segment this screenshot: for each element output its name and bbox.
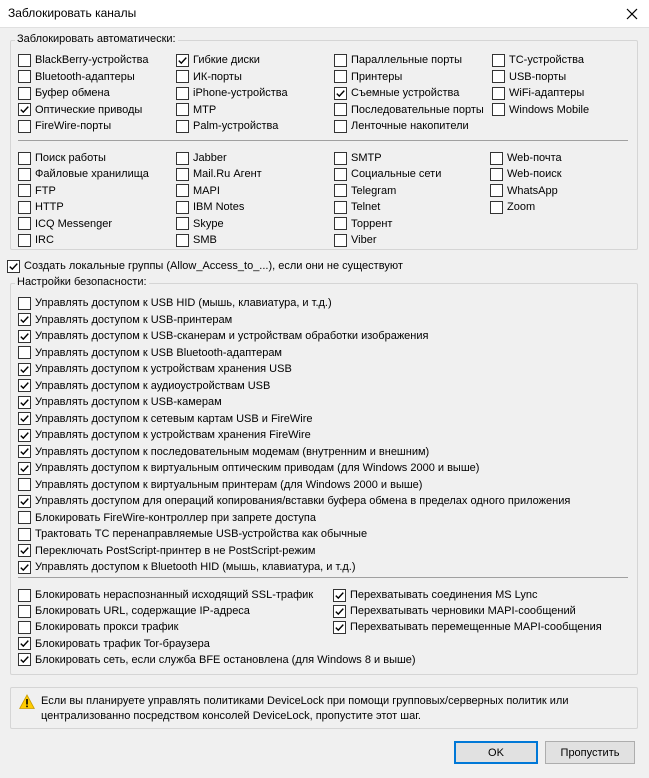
checkbox-checked[interactable] — [18, 396, 31, 409]
checkbox-label: Блокировать сеть, если служба BFE остановлена (для Windows 8 и выше) — [35, 653, 416, 666]
checkbox-checked[interactable] — [176, 54, 189, 67]
checkbox-unchecked[interactable] — [18, 168, 31, 181]
checkbox-checked[interactable] — [18, 429, 31, 442]
checkbox-unchecked[interactable] — [18, 605, 31, 618]
checkmark-icon — [335, 88, 346, 99]
checkmark-icon — [19, 364, 30, 375]
checkbox-label: Последовательные порты — [351, 103, 484, 116]
security-checkbox[interactable] — [18, 511, 316, 525]
checkmark-icon — [19, 496, 30, 507]
checkbox-label: Создать локальные группы (Allow_Access_to_...), если они не существуют — [24, 260, 403, 272]
protocol-checkbox[interactable] — [18, 151, 106, 165]
security-checkbox[interactable] — [18, 296, 332, 310]
checkbox-label: SMB — [193, 234, 217, 246]
checkbox-unchecked[interactable] — [18, 87, 31, 100]
protocol-checkbox[interactable] — [490, 184, 558, 198]
protocol-checkbox[interactable] — [176, 167, 262, 181]
checkbox-label: Bluetooth-адаптеры — [35, 70, 135, 83]
checkbox-label: Palm-устройства — [193, 120, 279, 132]
device-checkbox[interactable] — [18, 86, 110, 100]
checkbox-label: Управлять доступом к Bluetooth HID (мышь, клавиатура, и т.д.) — [35, 561, 356, 573]
device-checkbox[interactable] — [334, 119, 469, 133]
checkbox-label: Файловые хранилища — [35, 168, 149, 181]
checkbox-label: IBM Notes — [193, 201, 245, 214]
checkbox-unchecked[interactable] — [18, 511, 31, 524]
protocol-checkbox[interactable] — [334, 151, 382, 165]
checkbox-label: FTP — [35, 184, 56, 197]
checkmark-icon — [19, 331, 30, 342]
protocol-checkbox[interactable] — [176, 233, 217, 247]
checkbox-unchecked[interactable] — [490, 184, 503, 197]
checkbox-unchecked[interactable] — [490, 201, 503, 214]
window-title: Заблокировать каналы — [8, 6, 137, 20]
device-checkbox[interactable] — [334, 53, 462, 67]
checkbox-label: Съемные устройства — [351, 87, 460, 99]
checkbox-unchecked[interactable] — [18, 70, 31, 83]
info-text: Если вы планируете управлять политиками DeviceLock при помощи групповых/серверных политик или централизованно посредством консолей DeviceLock, пропустите этот шаг. — [41, 695, 569, 722]
checkbox-label: USB-порты — [509, 70, 567, 83]
checkbox-unchecked[interactable] — [18, 528, 31, 541]
checkbox-label: Буфер обмена — [35, 87, 110, 99]
checkbox-label: Mail.Ru Агент — [193, 168, 262, 181]
checkbox-checked[interactable] — [18, 544, 31, 557]
checkmark-icon — [19, 562, 30, 573]
checkbox-unchecked[interactable] — [176, 234, 189, 247]
checkbox-label: HTTP — [35, 201, 64, 214]
checkbox-label: WiFi-адаптеры — [509, 87, 585, 99]
skip-button-label: Пропустить — [560, 746, 620, 759]
checkbox-label: Перехватывать соединения MS Lync — [350, 589, 538, 601]
intercept-checkbox[interactable] — [333, 620, 602, 634]
checkmark-icon — [19, 380, 30, 391]
checkmark-icon — [19, 397, 30, 408]
device-checkbox[interactable] — [176, 86, 288, 100]
security-checkbox[interactable] — [18, 346, 282, 360]
checkbox-label: Переключать PostScript-принтер в не PostScript-режим — [35, 544, 316, 557]
checkbox-label: Ленточные накопители — [351, 120, 469, 132]
checkbox-checked[interactable] — [333, 621, 346, 634]
protocol-checkbox[interactable] — [490, 200, 535, 214]
checkbox-label: Zoom — [507, 201, 536, 214]
checkbox-label: ИК-порты — [193, 70, 242, 83]
info-panel — [10, 687, 638, 729]
device-checkbox[interactable] — [492, 86, 584, 100]
checkbox-label: ICQ Messenger — [35, 217, 113, 230]
close-button[interactable] — [615, 0, 649, 28]
protocol-checkbox[interactable] — [18, 184, 56, 198]
checkbox-unchecked[interactable] — [176, 184, 189, 197]
checkbox-unchecked[interactable] — [334, 168, 347, 181]
security-checkbox[interactable] — [18, 544, 315, 558]
checkbox-checked[interactable] — [18, 445, 31, 458]
device-checkbox[interactable] — [492, 70, 566, 84]
checkbox-unchecked[interactable] — [18, 297, 31, 310]
checkbox-label: Блокировать трафик Tor-браузера — [35, 637, 210, 650]
checkbox-checked[interactable] — [18, 103, 31, 116]
title-bar — [0, 0, 649, 28]
protocol-checkbox[interactable] — [334, 184, 396, 198]
checkbox-label: Управлять доступом к USB-камерам — [35, 396, 222, 408]
checkmark-icon — [8, 261, 19, 272]
checkbox-label: Управлять доступом к USB Bluetooth-адаптерам — [35, 346, 282, 359]
device-checkbox[interactable] — [492, 103, 589, 117]
checkbox-unchecked[interactable] — [176, 152, 189, 165]
checkbox-unchecked[interactable] — [18, 217, 31, 230]
checkbox-unchecked[interactable] — [176, 103, 189, 116]
checkbox-unchecked[interactable] — [18, 234, 31, 247]
checkbox-unchecked[interactable] — [18, 201, 31, 214]
checkbox-label: Параллельные порты — [351, 54, 463, 66]
checkbox-unchecked[interactable] — [490, 168, 503, 181]
checkbox-label: SMTP — [351, 152, 382, 164]
checkbox-unchecked[interactable] — [334, 120, 347, 133]
checkbox-checked[interactable] — [18, 363, 31, 376]
checkbox-unchecked[interactable] — [492, 70, 505, 83]
checkbox-label: Управлять доступом для операций копирования/вставки буфера обмена в пределах одного приложения — [35, 495, 571, 507]
checkbox-label: Оптические приводы — [35, 103, 143, 116]
ok-button[interactable] — [454, 741, 538, 764]
checkmark-icon — [334, 590, 345, 601]
checkbox-label: Управлять доступом к USB-сканерам и устройствам обработки изображения — [35, 330, 429, 342]
checkbox-label: Управлять доступом к сетевым картам USB и FireWire — [35, 412, 313, 425]
checkbox-unchecked[interactable] — [18, 184, 31, 197]
checkbox-label: MTP — [193, 103, 217, 116]
checkbox-label: MAPI — [193, 184, 220, 197]
checkbox-label: Управлять доступом к виртуальным оптическим приводам (для Windows 2000 и выше) — [35, 462, 480, 474]
checkbox-checked[interactable] — [18, 379, 31, 392]
checkbox-label: BlackBerry-устройства — [35, 54, 149, 66]
checkmark-icon — [19, 104, 30, 115]
security-separator — [18, 577, 628, 578]
protocol-checkbox[interactable] — [18, 167, 149, 181]
checkbox-checked[interactable] — [18, 637, 31, 650]
checkmark-icon — [19, 638, 30, 649]
checkbox-label: Блокировать FireWire-контроллер при запрете доступа — [35, 511, 316, 524]
checkbox-unchecked[interactable] — [18, 346, 31, 359]
checkbox-label: Управлять доступом к USB-принтерам — [35, 313, 233, 326]
checkbox-unchecked[interactable] — [18, 621, 31, 634]
protocol-checkbox[interactable] — [334, 200, 380, 214]
create-local-groups-checkbox[interactable] — [7, 259, 403, 273]
checkbox-unchecked[interactable] — [334, 201, 347, 214]
checkbox-label: Web-почта — [507, 152, 562, 164]
device-checkbox[interactable] — [18, 103, 142, 117]
checkbox-unchecked[interactable] — [18, 120, 31, 133]
skip-button[interactable] — [545, 741, 635, 764]
protocol-checkbox[interactable] — [176, 151, 227, 165]
protocol-checkbox[interactable] — [334, 217, 392, 231]
checkbox-label: FireWire-порты — [35, 120, 112, 132]
checkbox-label: Web-поиск — [507, 168, 562, 181]
checkbox-label: Трактовать TC перенаправляемые USB-устройства как обычные — [35, 528, 368, 540]
checkbox-unchecked[interactable] — [492, 54, 505, 67]
checkbox-label: Социальные сети — [351, 168, 442, 181]
security-checkbox[interactable] — [18, 478, 422, 492]
checkbox-label: Поиск работы — [35, 152, 106, 164]
checkbox-checked[interactable] — [18, 495, 31, 508]
checkbox-unchecked[interactable] — [18, 152, 31, 165]
checkbox-label: Перехватывать черновики MAPI-сообщений — [350, 605, 576, 618]
checkbox-unchecked[interactable] — [492, 87, 505, 100]
checkmark-icon — [334, 606, 345, 617]
checkbox-unchecked[interactable] — [334, 184, 347, 197]
checkbox-label: Гибкие диски — [193, 54, 260, 66]
checkbox-label: Windows Mobile — [509, 103, 590, 116]
checkbox-unchecked[interactable] — [18, 54, 31, 67]
device-checkbox[interactable] — [334, 103, 484, 117]
checkmark-icon — [19, 654, 30, 665]
checkbox-checked[interactable] — [18, 561, 31, 574]
checkbox-unchecked[interactable] — [490, 152, 503, 165]
checkbox-label: Управлять доступом к устройствам хранения FireWire — [35, 429, 311, 441]
checkbox-checked[interactable] — [334, 87, 347, 100]
checkbox-label: WhatsApp — [507, 184, 558, 197]
checkbox-checked[interactable] — [333, 589, 346, 602]
close-icon — [626, 8, 638, 20]
security-checkbox[interactable] — [18, 412, 313, 426]
checkmark-icon — [177, 55, 188, 66]
security-checkbox[interactable] — [18, 445, 429, 459]
ok-button-label: OK — [488, 746, 504, 759]
checkbox-checked[interactable] — [18, 313, 31, 326]
checkmark-icon — [19, 413, 30, 424]
security-checkbox[interactable] — [18, 313, 232, 327]
checkmark-icon — [19, 463, 30, 474]
security-checkbox[interactable] — [18, 329, 428, 343]
device-checkbox[interactable] — [334, 70, 402, 84]
protocol-checkbox[interactable] — [334, 233, 376, 247]
checkbox-label: Jabber — [193, 152, 227, 164]
checkbox-label: iPhone-устройства — [193, 87, 288, 99]
device-checkbox[interactable] — [176, 70, 242, 84]
checkbox-unchecked[interactable] — [176, 217, 189, 230]
checkbox-unchecked[interactable] — [176, 70, 189, 83]
checkbox-label: TC-устройства — [509, 54, 584, 66]
checkbox-checked[interactable] — [333, 605, 346, 618]
traffic-checkbox[interactable] — [18, 588, 313, 602]
protocol-checkbox[interactable] — [18, 217, 112, 231]
group-separator — [18, 140, 628, 141]
checkmark-icon — [19, 545, 30, 556]
checkbox-label: Viber — [351, 234, 377, 246]
checkbox-checked[interactable] — [18, 330, 31, 343]
security-checkbox[interactable] — [18, 379, 270, 393]
checkbox-unchecked[interactable] — [334, 54, 347, 67]
checkbox-label: IRC — [35, 234, 54, 246]
security-checkbox[interactable] — [18, 494, 570, 508]
checkbox-label: Skype — [193, 217, 224, 230]
checkbox-unchecked[interactable] — [334, 217, 347, 230]
traffic-checkbox[interactable] — [18, 637, 210, 651]
checkbox-unchecked[interactable] — [18, 589, 31, 602]
device-checkbox[interactable] — [492, 53, 584, 67]
checkmark-icon — [334, 622, 345, 633]
protocol-checkbox[interactable] — [176, 217, 224, 231]
protocol-checkbox[interactable] — [490, 167, 562, 181]
checkbox-unchecked[interactable] — [176, 168, 189, 181]
warning-icon — [19, 694, 35, 710]
checkbox-unchecked[interactable] — [492, 103, 505, 116]
checkbox-label: Блокировать URL, содержащие IP-адреса — [35, 605, 250, 618]
security-checkbox[interactable] — [18, 395, 222, 409]
device-checkbox[interactable] — [18, 119, 111, 133]
checkbox-label: Торрент — [351, 217, 393, 230]
checkbox-unchecked[interactable] — [18, 478, 31, 491]
protocol-checkbox[interactable] — [18, 233, 54, 247]
protocol-checkbox[interactable] — [18, 200, 64, 214]
checkbox-label: Принтеры — [351, 70, 403, 83]
device-checkbox[interactable] — [176, 103, 216, 117]
checkbox-unchecked[interactable] — [176, 87, 189, 100]
checkmark-icon — [19, 314, 30, 325]
security-checkbox[interactable] — [18, 461, 479, 475]
checkmark-icon — [19, 430, 30, 441]
checkbox-label: Telegram — [351, 184, 397, 197]
protocol-checkbox[interactable] — [490, 151, 562, 165]
protocol-checkbox[interactable] — [176, 200, 244, 214]
security-checkbox[interactable] — [18, 560, 356, 574]
checkbox-label: Блокировать нераспознанный исходящий SSL-трафик — [35, 589, 314, 601]
checkbox-label: Telnet — [351, 201, 381, 214]
device-checkbox[interactable] — [18, 53, 149, 67]
checkbox-label: Управлять доступом к аудиоустройствам USB — [35, 379, 271, 392]
checkbox-label: Управлять доступом к последовательным модемам (внутренним и внешним) — [35, 445, 430, 458]
security-checkbox[interactable] — [18, 362, 292, 376]
checkbox-unchecked[interactable] — [176, 201, 189, 214]
checkbox-checked[interactable] — [18, 653, 31, 666]
security-checkbox[interactable] — [18, 428, 311, 442]
checkbox-unchecked[interactable] — [334, 234, 347, 247]
intercept-checkbox[interactable] — [333, 588, 537, 602]
device-checkbox[interactable] — [176, 119, 278, 133]
traffic-checkbox[interactable] — [18, 604, 250, 618]
traffic-checkbox[interactable] — [18, 653, 416, 667]
device-checkbox[interactable] — [18, 70, 135, 84]
intercept-checkbox[interactable] — [333, 604, 576, 618]
checkbox-checked[interactable] — [18, 412, 31, 425]
traffic-checkbox[interactable] — [18, 620, 178, 634]
security-legend: Настройки безопасности: — [17, 276, 147, 288]
checkbox-label: Управлять доступом к устройствам хранения USB — [35, 363, 292, 375]
checkbox-label: Перехватывать перемещенные MAPI-сообщения — [350, 621, 602, 634]
checkbox-checked[interactable] — [18, 462, 31, 475]
checkbox-label: Управлять доступом к виртуальным принтерам (для Windows 2000 и выше) — [35, 478, 423, 491]
checkbox-label: Блокировать прокси трафик — [35, 621, 179, 634]
protocol-checkbox[interactable] — [334, 167, 441, 181]
checkbox-unchecked[interactable] — [334, 70, 347, 83]
checkbox-label: Управлять доступом к USB HID (мышь, клавиатура, и т.д.) — [35, 297, 332, 309]
checkbox-unchecked[interactable] — [334, 103, 347, 116]
checkmark-icon — [19, 446, 30, 457]
checkbox-unchecked[interactable] — [334, 152, 347, 165]
security-checkbox[interactable] — [18, 527, 367, 541]
protocol-checkbox[interactable] — [176, 184, 220, 198]
checkbox-checked[interactable] — [7, 260, 20, 273]
device-checkbox[interactable] — [176, 53, 260, 67]
auto-block-legend: Заблокировать автоматически: — [17, 33, 176, 45]
device-checkbox[interactable] — [334, 86, 459, 100]
checkbox-unchecked[interactable] — [176, 120, 189, 133]
